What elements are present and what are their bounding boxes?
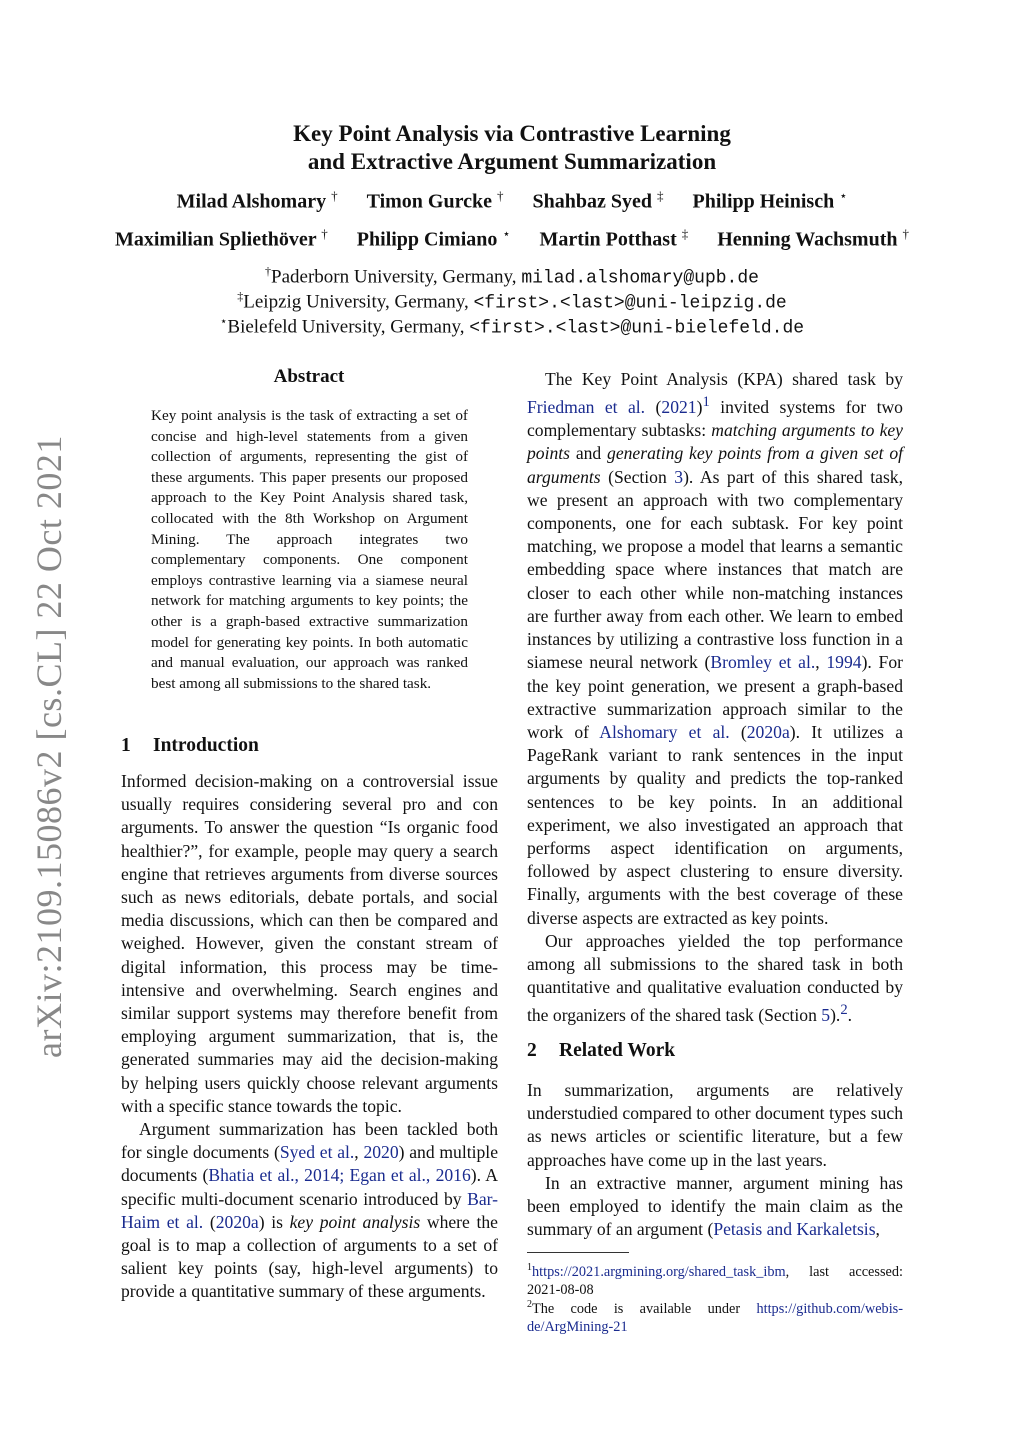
author-name: Philipp Cimiano ⋆ [356,226,511,251]
author-name: Shahbaz Syed ‡ [532,188,664,213]
footnote-url-link[interactable]: https://2021.argmining.org/shared_task_ibm [532,1263,786,1280]
citation-link[interactable]: Bromley et al. [710,652,816,673]
citation-link[interactable]: 1994 [826,652,862,673]
section-heading-introduction: 1 Introduction [121,735,259,756]
author-name: Philipp Heinisch ⋆ [692,188,848,213]
citation-link[interactable]: Friedman et al. [527,397,646,418]
footnote-url-link[interactable]: https://github.com/webis-de/ArgMining-21 [527,1300,903,1335]
citation-link[interactable]: 2020a [215,1211,259,1232]
section-reference-link[interactable]: 5 [821,1005,831,1026]
right-column-intro-continued [527,368,903,1027]
footnote-2: $^2$The code is available under https://github.com/webis-de/ArgMining-21 [527,1299,903,1335]
paragraph: Our approaches yielded the top performance among all submissions to the shared task in both quantitative and qualitative evaluation conducted by the organizers of the shared task (Section 5).$^2$. [527,930,903,1026]
author-name: Timon Gurcke † [366,188,504,213]
section-heading-related-work: 2 Related Work [527,1040,676,1061]
citation-link[interactable]: Bhatia et al., 2014; Egan et al., 2016 [208,1165,471,1186]
citation-link[interactable]: 2020 [363,1142,399,1163]
citation-link[interactable]: Alshomary et al. [599,721,730,742]
footnote-marker[interactable]: 2 [840,1002,848,1019]
paragraph: Argument summarization has been tackled both for single documents (Syed et al., 2020) and multiple documents (Bhatia et al., 2014; Egan et al., 2016). A specific multi-document scenario introduced by Bar-Haim et al. (2020a) is key point analysis where the goal is to map a collection of arguments to a set of salient key points (say, high-level arguments) to provide a quantitative summary of these arguments. [121,1119,499,1302]
related-work-body [527,1079,903,1241]
paper-title [0,120,1024,176]
citation-link[interactable]: 2021 [661,397,697,418]
paragraph: In an extractive manner, argument mining has been employed to identify the main claim as the summary of an argument (Petasis and Karkaletsis, [527,1172,903,1240]
abstract-heading: Abstract [273,366,345,387]
introduction-body [121,770,498,1304]
author-list-row-2 [0,226,1024,252]
abstract-text: Key point analysis is the task of extracting a set of concise and high-level statements from a given collection of arguments, representing the gist of these arguments. This paper presents our proposed approach to the Key Point Analysis shared task, collocated with the 8th Workshop on Argument Mining. The approach integrates two complementary components. One component employs contrastive learning via a siamese neural network for matching arguments to key points; the other is a graph-based extractive summarization model for generating key points. In both automatic and manual evaluation, our approach was ranked best among all submissions to the shared task. [151,407,468,692]
affiliation-leipzig: ‡Leipzig University, Germany, <first>.<last>@uni-leipzig.de [237,289,787,314]
affiliation-bielefeld: ⋆Bielefeld University, Germany, <first>.<last>@uni-bielefeld.de [219,314,805,339]
footnote-divider [527,1252,629,1253]
affiliation-email[interactable]: <first>.<last>@uni-bielefeld.de [469,318,805,339]
paragraph: In summarization, arguments are relatively understudied compared to other document types such as news articles or scientific literature, but a few approaches have come up in the last years. [527,1080,903,1170]
section-reference-link[interactable]: 3 [674,466,684,487]
author-name: Martin Potthast ‡ [539,226,689,251]
citation-link[interactable]: 2020a [746,721,790,742]
title-line-2: and Extractive Argument Summarization [307,149,717,174]
affiliation-email[interactable]: milad.alshomary@upb.de [521,268,759,289]
affiliation-paderborn: †Paderborn University, Germany, milad.alshomary@upb.de [265,264,759,289]
citation-link[interactable]: Petasis and Karkaletsis [713,1219,876,1240]
citation-link[interactable]: Bar-Haim et al. [121,1188,498,1232]
footnote-marker[interactable]: 1 [702,394,710,411]
arxiv-identifier: arXiv:2109.15086v2 [cs.CL] 22 Oct 2021 [29,435,69,1058]
author-name: Maximilian Spliethöver † [114,226,328,251]
author-name: Milad Alshomary † [176,188,338,213]
paragraph: Informed decision-making on a controversial issue usually requires considering several pro and con arguments. To answer the question “Is organic food healthier?”, for example, people may query a search engine that retrieves arguments from diverse sources such as news editorials, debate portals, and social media discussions, which can then be compared and weighed. However, given the constant stream of digital information, this process may be time-intensive and overwhelming. Search engines and similar support systems may therefore benefit from employing argument summarization, that is, the generated summaries may aid the decision-making by helping users quickly choose relevant arguments with a specific stance towards the topic. [121,771,498,1116]
citation-link[interactable]: Syed et al. [279,1142,355,1163]
affiliation-email[interactable]: <first>.<last>@uni-leipzig.de [473,293,787,314]
footnote-1: $^1$https://2021.argmining.org/shared_task_ibm, last accessed: 2021-08-08 [527,1262,903,1298]
author-name: Henning Wachsmuth † [717,226,909,251]
title-line-1: Key Point Analysis via Contrastive Learning [293,121,731,146]
author-list-row-1 [0,188,1024,214]
paragraph: The Key Point Analysis (KPA) shared task by Friedman et al. $(2021)^1$ invited systems for two complementary subtasks: matching arguments to key points and generating key points from a given set of arguments (Section 3). As part of this shared task, we present an approach with two complementary components, one for each subtask. For key point matching, we propose a model that learns a semantic embedding space where instances that match are closer to each other while non-matching instances are further away from each other. We learn to embed instances by utilizing a contrastive loss function in a siamese neural network (Bromley et al., 1994). For the key point generation, we present a graph-based extractive summarization approach similar to the work of Alshomary et al. (2020a). It utilizes a PageRank variant to rank sentences in the input arguments by quality and predicts the top-ranked sentences to be key points. In an additional experiment, we also investigated an approach that performs aspect identification on arguments, followed by aspect clustering to ensure diversity. Finally, arguments with the best coverage of these diverse aspects are extracted as key points. [527,369,904,928]
